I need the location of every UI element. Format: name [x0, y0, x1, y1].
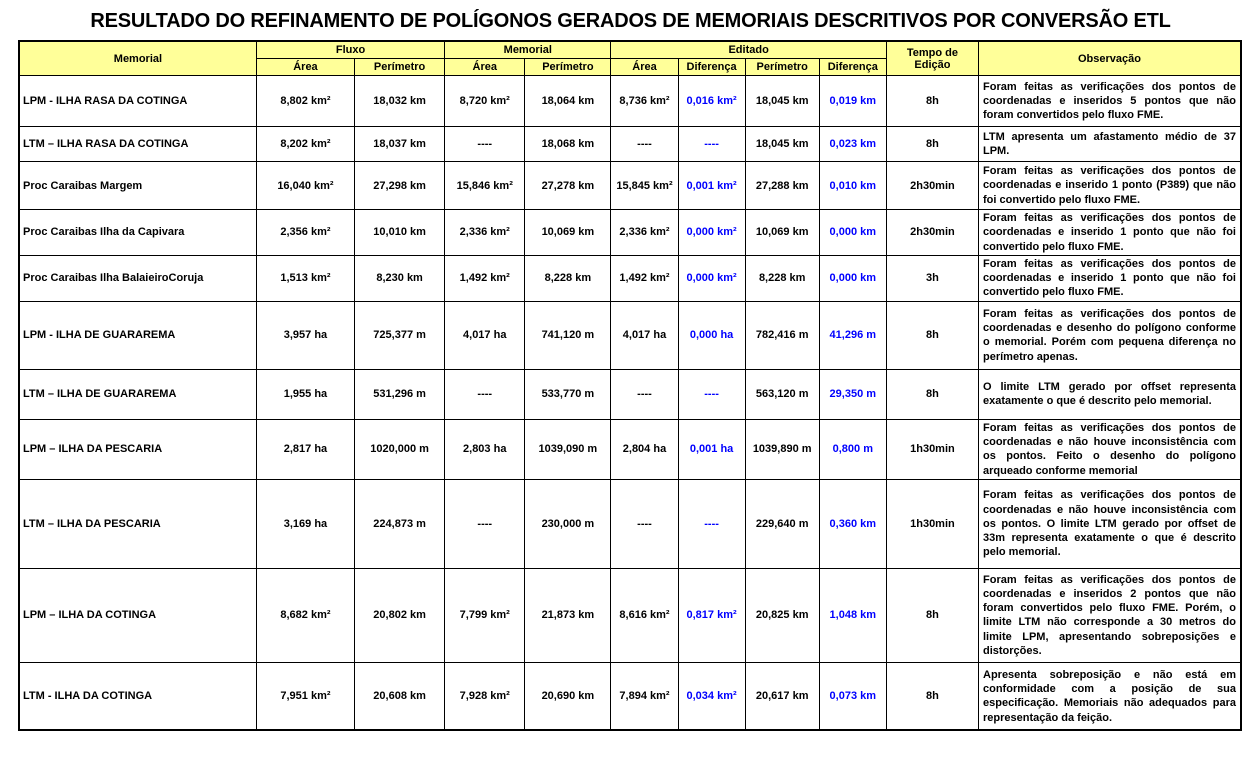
cell-memorial: LPM - ILHA RASA DA COTINGA	[19, 76, 256, 127]
cell-editado-dif-area: 0,000 km²	[678, 255, 745, 301]
cell-editado-dif-perimetro: 0,073 km	[819, 662, 886, 730]
cell-editado-area: 2,804 ha	[611, 419, 678, 479]
table-row	[19, 162, 1241, 210]
col-header-editado-area: Área	[611, 59, 678, 76]
cell-fluxo-area: 2,356 km²	[256, 210, 354, 256]
cell-editado-dif-perimetro: 0,019 km	[819, 76, 886, 127]
cell-memorial-area: 8,720 km²	[445, 76, 525, 127]
table-row	[19, 419, 1241, 479]
table-row	[19, 210, 1241, 256]
cell-editado-dif-perimetro: 41,296 m	[819, 301, 886, 369]
cell-tempo-edicao: 1h30min	[886, 479, 978, 568]
cell-memorial-area: 1,492 km²	[445, 255, 525, 301]
cell-editado-dif-perimetro: 0,360 km	[819, 479, 886, 568]
cell-memorial-area: 2,803 ha	[445, 419, 525, 479]
cell-editado-dif-perimetro: 1,048 km	[819, 568, 886, 662]
cell-editado-dif-perimetro: 0,800 m	[819, 419, 886, 479]
cell-editado-area: ----	[611, 369, 678, 419]
cell-observacao: O limite LTM gerado por offset representa exatamente o que é descrito pelo memorial.	[979, 369, 1242, 419]
cell-editado-area: 8,616 km²	[611, 568, 678, 662]
cell-tempo-edicao: 8h	[886, 568, 978, 662]
cell-editado-dif-area: ----	[678, 127, 745, 162]
cell-memorial-perimetro: 10,069 km	[525, 210, 611, 256]
cell-memorial-perimetro: 27,278 km	[525, 162, 611, 210]
cell-memorial-area: 7,928 km²	[445, 662, 525, 730]
cell-editado-dif-area: 0,016 km²	[678, 76, 745, 127]
cell-fluxo-area: 8,802 km²	[256, 76, 354, 127]
cell-fluxo-perimetro: 725,377 m	[355, 301, 445, 369]
cell-memorial: LPM – ILHA DA PESCARIA	[19, 419, 256, 479]
cell-editado-dif-perimetro: 0,023 km	[819, 127, 886, 162]
cell-fluxo-area: 16,040 km²	[256, 162, 354, 210]
table-row	[19, 479, 1241, 568]
col-header-editado-dif-area: Diferença	[678, 59, 745, 76]
cell-memorial-area: ----	[445, 127, 525, 162]
cell-editado-perimetro: 20,617 km	[745, 662, 819, 730]
cell-editado-dif-area: 0,034 km²	[678, 662, 745, 730]
cell-fluxo-area: 3,169 ha	[256, 479, 354, 568]
cell-editado-dif-area: 0,817 km²	[678, 568, 745, 662]
cell-fluxo-perimetro: 18,032 km	[355, 76, 445, 127]
cell-memorial-area: ----	[445, 369, 525, 419]
cell-editado-area: 1,492 km²	[611, 255, 678, 301]
cell-editado-area: 15,845 km²	[611, 162, 678, 210]
cell-memorial-perimetro: 20,690 km	[525, 662, 611, 730]
cell-memorial: LTM – ILHA DE GUARAREMA	[19, 369, 256, 419]
cell-observacao: Foram feitas as verificações dos pontos de coordenadas e inseridos 5 pontos que não foram convertidos pelo fluxo FME.	[979, 76, 1242, 127]
cell-fluxo-area: 2,817 ha	[256, 419, 354, 479]
cell-memorial-perimetro: 18,068 km	[525, 127, 611, 162]
cell-editado-perimetro: 10,069 km	[745, 210, 819, 256]
cell-editado-area: 4,017 ha	[611, 301, 678, 369]
cell-fluxo-area: 8,202 km²	[256, 127, 354, 162]
table-row	[19, 568, 1241, 662]
cell-fluxo-area: 1,513 km²	[256, 255, 354, 301]
col-header-editado-dif-perimetro: Diferença	[819, 59, 886, 76]
cell-memorial-perimetro: 1039,090 m	[525, 419, 611, 479]
col-header-fluxo-area: Área	[256, 59, 354, 76]
cell-editado-dif-perimetro: 29,350 m	[819, 369, 886, 419]
cell-observacao: Apresenta sobreposição e não está em conformidade com a posição de sua especificação. Memoriais não adequados para representação da feição.	[979, 662, 1242, 730]
cell-editado-area: ----	[611, 479, 678, 568]
cell-editado-area: 2,336 km²	[611, 210, 678, 256]
cell-tempo-edicao: 3h	[886, 255, 978, 301]
cell-memorial: LTM – ILHA DA PESCARIA	[19, 479, 256, 568]
cell-memorial-perimetro: 741,120 m	[525, 301, 611, 369]
col-header-fluxo-perimetro: Perímetro	[355, 59, 445, 76]
cell-memorial-area: 7,799 km²	[445, 568, 525, 662]
cell-fluxo-perimetro: 8,230 km	[355, 255, 445, 301]
cell-tempo-edicao: 8h	[886, 662, 978, 730]
cell-fluxo-perimetro: 531,296 m	[355, 369, 445, 419]
cell-memorial-perimetro: 230,000 m	[525, 479, 611, 568]
table-row	[19, 76, 1241, 127]
cell-fluxo-area: 3,957 ha	[256, 301, 354, 369]
col-header-observacao: Observação	[979, 41, 1242, 76]
cell-observacao: LTM apresenta um afastamento médio de 37 LPM.	[979, 127, 1242, 162]
header-row-groups	[19, 41, 1241, 59]
cell-editado-perimetro: 563,120 m	[745, 369, 819, 419]
cell-editado-dif-area: 0,001 ha	[678, 419, 745, 479]
cell-editado-area: 8,736 km²	[611, 76, 678, 127]
cell-editado-perimetro: 229,640 m	[745, 479, 819, 568]
cell-tempo-edicao: 2h30min	[886, 162, 978, 210]
cell-fluxo-perimetro: 224,873 m	[355, 479, 445, 568]
cell-editado-perimetro: 1039,890 m	[745, 419, 819, 479]
cell-editado-dif-area: 0,000 ha	[678, 301, 745, 369]
cell-memorial: Proc Caraibas Ilha da Capivara	[19, 210, 256, 256]
cell-editado-dif-area: ----	[678, 479, 745, 568]
table-header	[19, 41, 1241, 76]
cell-memorial: LPM – ILHA DA COTINGA	[19, 568, 256, 662]
cell-memorial-area: 4,017 ha	[445, 301, 525, 369]
table-row	[19, 662, 1241, 730]
results-table	[18, 40, 1242, 731]
cell-memorial: LTM – ILHA RASA DA COTINGA	[19, 127, 256, 162]
cell-memorial-perimetro: 21,873 km	[525, 568, 611, 662]
cell-editado-dif-area: ----	[678, 369, 745, 419]
cell-fluxo-perimetro: 10,010 km	[355, 210, 445, 256]
cell-editado-dif-perimetro: 0,000 km	[819, 255, 886, 301]
cell-tempo-edicao: 8h	[886, 369, 978, 419]
cell-editado-dif-perimetro: 0,000 km	[819, 210, 886, 256]
table-row	[19, 369, 1241, 419]
cell-memorial-area: ----	[445, 479, 525, 568]
cell-memorial: Proc Caraibas Ilha BalaieiroCoruja	[19, 255, 256, 301]
cell-fluxo-perimetro: 1020,000 m	[355, 419, 445, 479]
col-header-memorial: Memorial	[19, 41, 256, 76]
cell-memorial: Proc Caraibas Margem	[19, 162, 256, 210]
page-title: RESULTADO DO REFINAMENTO DE POLÍGONOS GERADOS DE MEMORIAIS DESCRITIVOS POR CONVERSÃO ETL	[90, 10, 1171, 32]
cell-observacao: Foram feitas as verificações dos pontos de coordenadas e não houve inconsistência com os pontos. Feito o desenho do polígono arqueado conforme memorial	[979, 419, 1242, 479]
col-header-editado-perimetro: Perímetro	[745, 59, 819, 76]
table-row	[19, 127, 1241, 162]
cell-tempo-edicao: 8h	[886, 127, 978, 162]
cell-fluxo-perimetro: 20,608 km	[355, 662, 445, 730]
col-header-tempo-edicao: Tempo de Edição	[886, 41, 978, 76]
cell-editado-area: 7,894 km²	[611, 662, 678, 730]
table-body	[19, 76, 1241, 731]
cell-editado-dif-area: 0,001 km²	[678, 162, 745, 210]
cell-observacao: Foram feitas as verificações dos pontos de coordenadas e não houve inconsistência com os pontos. O limite LTM gerado por offset de 33m representa exatamente o que é descrito pelo memorial.	[979, 479, 1242, 568]
cell-memorial-area: 2,336 km²	[445, 210, 525, 256]
cell-editado-dif-perimetro: 0,010 km	[819, 162, 886, 210]
col-group-memorial: Memorial	[445, 41, 611, 59]
cell-tempo-edicao: 8h	[886, 76, 978, 127]
cell-observacao: Foram feitas as verificações dos pontos de coordenadas e inserido 1 ponto que não foi convertido pelo fluxo FME.	[979, 210, 1242, 256]
cell-editado-perimetro: 8,228 km	[745, 255, 819, 301]
cell-memorial-area: 15,846 km²	[445, 162, 525, 210]
table-row	[19, 255, 1241, 301]
col-header-memorial-perimetro: Perímetro	[525, 59, 611, 76]
cell-editado-perimetro: 20,825 km	[745, 568, 819, 662]
col-header-memorial-area: Área	[445, 59, 525, 76]
cell-editado-dif-area: 0,000 km²	[678, 210, 745, 256]
cell-observacao: Foram feitas as verificações dos pontos de coordenadas e inserido 1 ponto que não foi convertido pelo fluxo FME.	[979, 255, 1242, 301]
cell-fluxo-perimetro: 18,037 km	[355, 127, 445, 162]
cell-tempo-edicao: 1h30min	[886, 419, 978, 479]
cell-fluxo-area: 1,955 ha	[256, 369, 354, 419]
cell-observacao: Foram feitas as verificações dos pontos de coordenadas e inseridos 2 pontos que não foram convertidos pelo fluxo FME. Porém, o limite LTM não corresponde a 30 metros do limite LPM, apresentando sobreposições e distorções.	[979, 568, 1242, 662]
cell-editado-area: ----	[611, 127, 678, 162]
table-row	[19, 301, 1241, 369]
cell-fluxo-area: 8,682 km²	[256, 568, 354, 662]
cell-editado-perimetro: 18,045 km	[745, 76, 819, 127]
cell-observacao: Foram feitas as verificações dos pontos de coordenadas e desenho do polígono conforme o memorial. Porém com pequena diferença no perímetro apenas.	[979, 301, 1242, 369]
cell-observacao: Foram feitas as verificações dos pontos de coordenadas e inserido 1 ponto (P389) que não foi convertido pelo fluxo FME.	[979, 162, 1242, 210]
cell-editado-perimetro: 18,045 km	[745, 127, 819, 162]
cell-memorial: LTM - ILHA DA COTINGA	[19, 662, 256, 730]
cell-memorial-perimetro: 18,064 km	[525, 76, 611, 127]
col-group-fluxo: Fluxo	[256, 41, 444, 59]
cell-memorial-perimetro: 8,228 km	[525, 255, 611, 301]
cell-fluxo-perimetro: 27,298 km	[355, 162, 445, 210]
cell-tempo-edicao: 8h	[886, 301, 978, 369]
cell-fluxo-perimetro: 20,802 km	[355, 568, 445, 662]
cell-memorial-perimetro: 533,770 m	[525, 369, 611, 419]
cell-fluxo-area: 7,951 km²	[256, 662, 354, 730]
col-group-editado: Editado	[611, 41, 886, 59]
cell-editado-perimetro: 782,416 m	[745, 301, 819, 369]
cell-memorial: LPM - ILHA DE GUARAREMA	[19, 301, 256, 369]
cell-tempo-edicao: 2h30min	[886, 210, 978, 256]
cell-editado-perimetro: 27,288 km	[745, 162, 819, 210]
